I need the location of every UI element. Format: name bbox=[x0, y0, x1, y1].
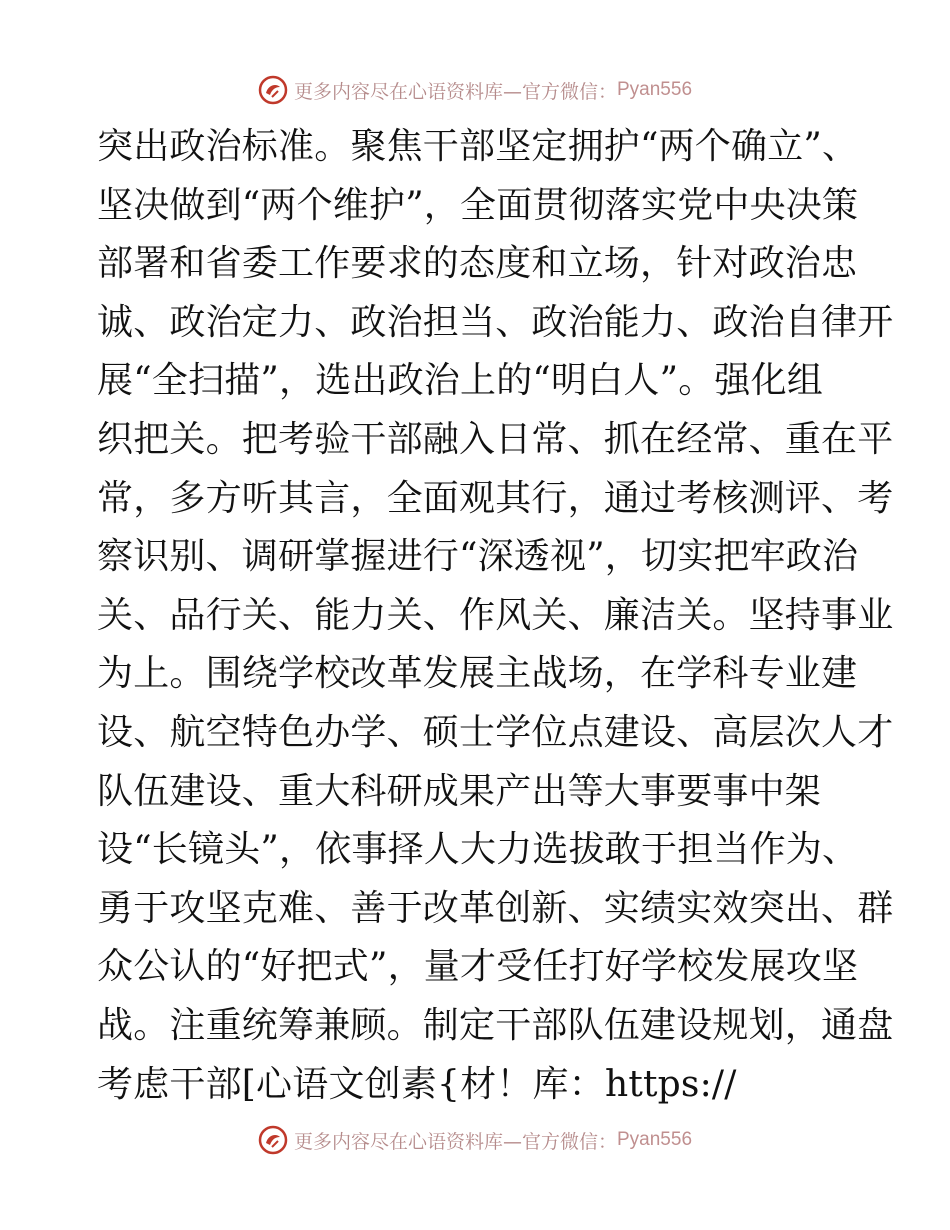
text-line: 诚、政治定力、政治担当、政治能力、政治自律开 bbox=[97, 301, 894, 343]
text-line: 勇于攻坚克难、善于改革创新、实绩实效突出、群 bbox=[97, 887, 894, 929]
text-line: 队伍建设、重大科研成果产出等大事要事中架 bbox=[97, 770, 822, 812]
text-line: 展“全扫描”，选出政治上的“明白人”。强化组 bbox=[97, 360, 824, 402]
text-line: 为上。围绕学校改革发展主战场，在学科专业建 bbox=[97, 653, 858, 695]
text-line: 突出政治标准。聚焦干部坚定拥护“两个确立”、 bbox=[97, 126, 859, 167]
text-line: 考虑干部[心语文创素{材！库：https:// bbox=[97, 1063, 737, 1105]
text-line: 坚决做到“两个维护”，全面贯彻落实党中央决策 bbox=[97, 184, 859, 226]
watermark-text: 更多内容尽在心语资料库—官方微信： bbox=[293, 80, 617, 103]
text-line: 部署和省委工作要求的态度和立场，针对政治忠 bbox=[97, 243, 858, 285]
footer-watermark bbox=[0, 1120, 950, 1160]
text-line: 设“长镜头”，依事择人大力选拔敢于担当作为、 bbox=[97, 829, 859, 871]
logo-icon bbox=[258, 1125, 288, 1155]
watermark-contact: Pyan556 bbox=[617, 79, 693, 100]
text-line: 常，多方听其言，全面观其行，通过考核测评、考 bbox=[97, 477, 894, 519]
text-line: 察识别、调研掌握进行“深透视”，切实把牢政治 bbox=[97, 536, 859, 578]
text-line: 关、品行关、能力关、作风关、廉洁关。坚持事业 bbox=[97, 594, 894, 636]
document-body bbox=[97, 118, 894, 1114]
watermark-contact: Pyan556 bbox=[617, 1129, 693, 1150]
text-line: 众公认的“好把式”，量才受任打好学校发展攻坚 bbox=[97, 946, 859, 988]
text-line: 设、航空特色办学、硕士学位点建设、高层次人才 bbox=[97, 711, 894, 753]
text-line: 战。注重统筹兼顾。制定干部队伍建设规划，通盘 bbox=[97, 1004, 894, 1046]
text-line: 织把关。把考验干部融入日常、抓在经常、重在平 bbox=[97, 418, 894, 460]
watermark-text: 更多内容尽在心语资料库—官方微信： bbox=[293, 1130, 617, 1153]
logo-icon bbox=[258, 75, 288, 105]
header-watermark bbox=[0, 70, 950, 110]
